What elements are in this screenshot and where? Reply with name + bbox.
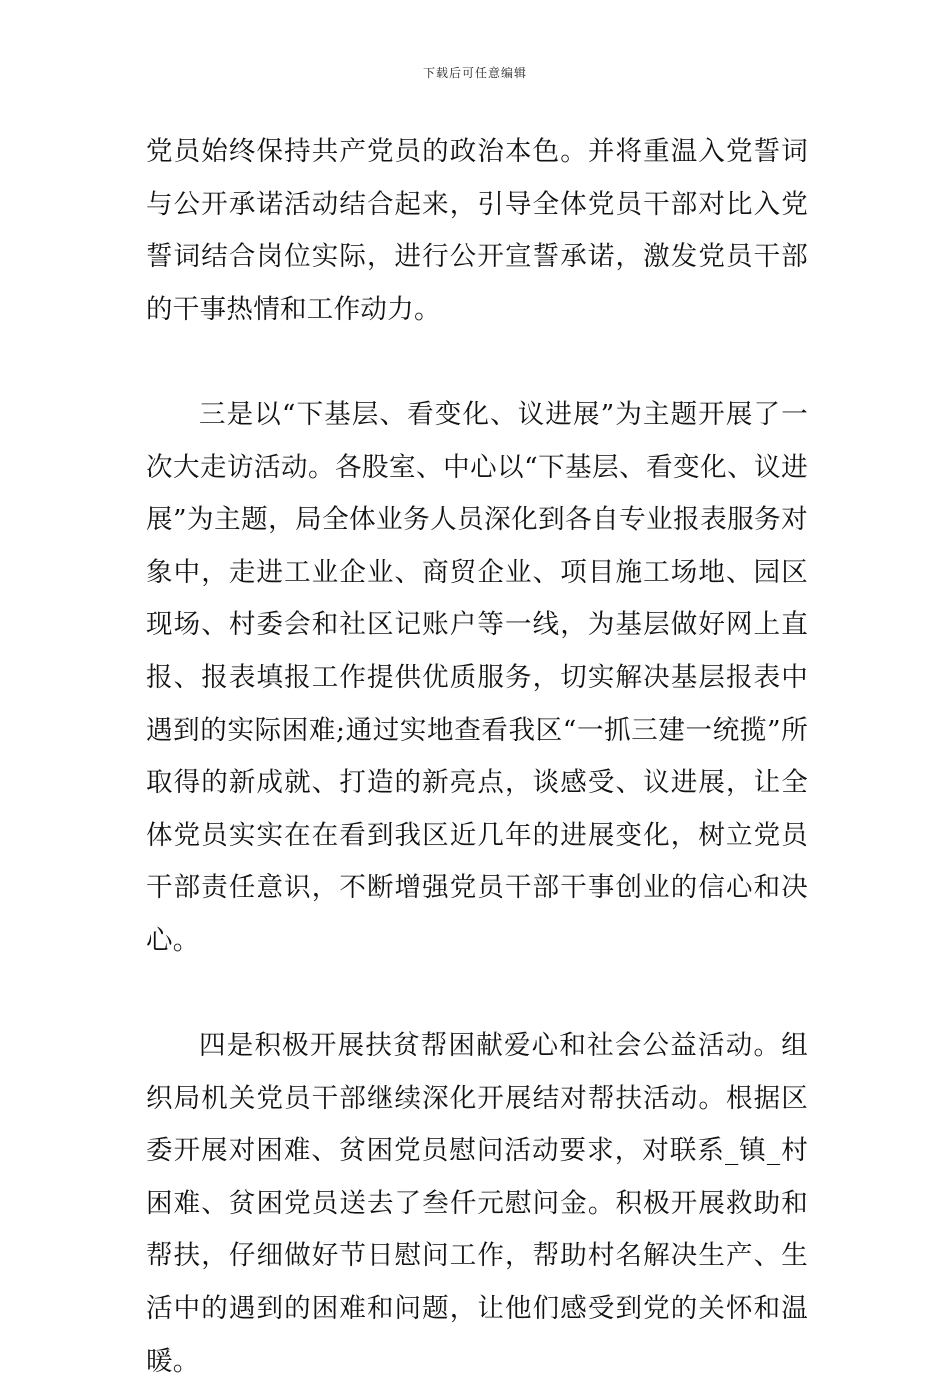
paragraph-item-three: 三是以“下基层、看变化、议进展”为主题开展了一次大走访活动。各股室、中心以“下基层、看变化、议进展”为主题，局全体业务人员深化到各自专业报表服务对象中，走进工业企业、商贸企业、项目施工场地、园区现场、村委会和社区记账户等一线，为基层做好网上直报、报表填报工作提供优质服务，切实解决基层报表中遇到的实际困难;通过实地查看我区“一抓三建一统揽”所取得的新成就、打造的新亮点，谈感受、议进展，让全体党员实实在在看到我区近几年的进展变化，树立党员干部责任意识，不断增强党员干部干事创业的信心和决心。 xyxy=(146,398,808,956)
document-body xyxy=(146,126,808,1388)
paragraph-continuation: 党员始终保持共产党员的政治本色。并将重温入党誓词与公开承诺活动结合起来，引导全体党员干部对比入党誓词结合岗位实际，进行公开宣誓承诺，激发党员干部的干事热情和工作动力。 xyxy=(146,136,808,325)
page-header: 下载后可任意编辑 xyxy=(422,66,527,80)
paragraph-item-four: 四是积极开展扶贫帮困献爱心和社会公益活动。组织局机关党员干部继续深化开展结对帮扶活动。根据区委开展对困难、贫困党员慰问活动要求，对联系_镇_村困难、贫困党员送去了叁仟元慰问金。积极开展救助和帮扶，仔细做好节日慰问工作，帮助村名解决生产、生活中的遇到的困难和问题，让他们感受到党的关怀和温暖。 xyxy=(146,1030,808,1377)
paragraph-spacer xyxy=(146,336,808,389)
paragraph-spacer xyxy=(146,968,808,1021)
